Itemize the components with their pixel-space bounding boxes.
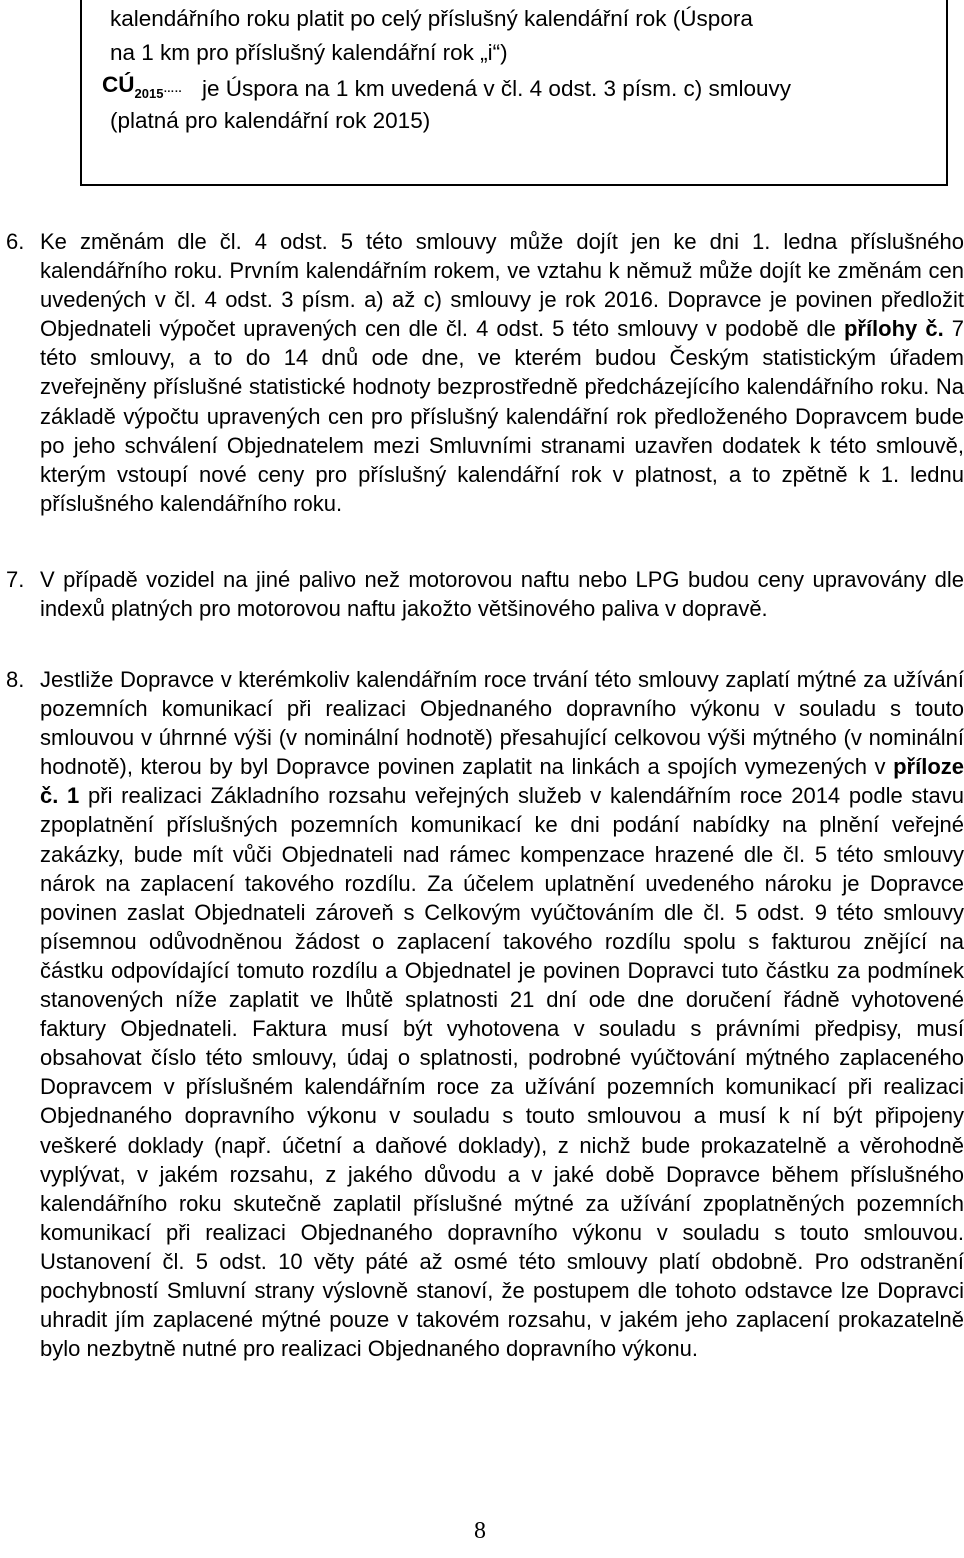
paragraph-number: 7. <box>6 567 25 592</box>
paragraph-number: 6. <box>6 229 25 254</box>
bold-reference: příloze č. 1 <box>40 754 964 809</box>
paragraph-text: V případě vozidel na jiné palivo než motorovou naftu nebo LPG budou ceny upravovány dle indexů platných pro motorovou naftu jakožto většinového paliva v dopravě. <box>40 567 964 622</box>
box-line-1: kalendářního roku platit po celý příslušný kalendářní rok (Úspora <box>110 6 753 31</box>
paragraph-number: 8. <box>6 667 25 692</box>
cu-symbol: $CÚ_{2015}\dots$.. <box>102 72 183 101</box>
cu-subscript: 2015 <box>134 86 164 101</box>
paragraph-text: Jestliže Dopravce v kterémkoliv kalendářním roce trvání této smlouvy zaplatí mýtné za užívání pozemních komunikací při realizaci Objednaného dopravního výkonu v souladu s touto smlouvou v úhrnné výši (v nominální hodnotě) přesahující celkovou výši mýtného (v nominální hodnotě), kterou by byl Dopravce povinen zaplatit na linkách a spojích vymezených v příloze č. 1 při realizaci Základního rozsahu veřejných služeb v kalendářním roce 2014 podle stavu zpoplatnění příslušných pozemních komunikací ke dni podání nabídky na plnění veřejné zakázky, bude mít vůči Objednateli nad rámec kompenzace hrazené dle čl. 5 této smlouvy nárok na zaplacení takového rozdílu. Za účelem uplatnění uvedeného nároku je Dopravce povinen zaslat Objednateli zároveň s Celkovým vyúčtováním dle čl. 5 odst. 9 této smlouvy písemnou odůvodněnou žádost o zaplacení takového rozdílu spolu s fakturou znějící na částku odpovídající tomuto rozdílu a Objednatel je povinen Dopravci tuto částku za podmínek stanovených níže zaplatit ve lhůtě splatnosti 21 dní ode dne doručení řádně vyhotovené faktury Objednateli. Faktura musí být vyhotovena v souladu s právními předpisy, musí obsahovat číslo této smlouvy, údaj o splatnosti, podrobné vyúčtování mýtného zaplaceného Dopravcem v příslušném kalendářním roce za užívání pozemních komunikací při realizaci Objednaného dopravního výkonu v souladu s touto smlouvou a musí k ní být připojeny veškeré doklady (např. účetní a daňové doklady), z nichž bude prokazatelně a věrohodně vyplývat, v jakém rozsahu, z jakého důvodu a v jaké době Dopravce během příslušného kalendářního roku skutečně zaplatil příslušné mýtné za užívání zpoplatněných pozemních komunikací při realizaci Objednaného dopravního výkonu v souladu s touto smlouvou. Ustanovení čl. 5 odst. 10 věty páté až osmé této smlouvy platí obdobně. Pro odstranění pochybností Smluvní strany výslovně stanoví, že postupem dle tohoto odstavce lze Dopravci uhradit jím zaplacené mýtné pouze v takovém rozsahu, v jakém jeho zaplacení prokazatelně bylo nezbytně nutné pro realizaci Objednaného dopravního výkonu. <box>40 667 964 1362</box>
page-number: 8 <box>474 1518 486 1544</box>
box-line-3: je Úspora na 1 km uvedená v čl. 4 odst. 3 písm. c) smlouvy <box>202 76 791 101</box>
cu-dots: ….. <box>163 83 183 95</box>
bold-reference: přílohy č. <box>843 316 944 342</box>
paragraph-text: Ke změnám dle čl. 4 odst. 5 této smlouvy může dojít jen ke dni 1. ledna příslušného kalendářního roku. Prvním kalendářním rokem, ve vztahu k němuž může dojít ke změnám cen uvedených v čl. 4 odst. 3 písm. a) až c) smlouvy je rok 2016. Dopravce je povinen předložit Objednateli výpočet upravených cen dle čl. 4 odst. 5 této smlouvy v podobě dle přílohy č. 7 této smlouvy, a to do 14 dnů ode dne, ve kterém budou Českým statistickým úřadem zveřejněny příslušné statistické hodnoty bezprostředně předcházejícího kalendářního roku. Na základě výpočtu upravených cen pro příslušný kalendářní rok předloženého Dopravcem bude po jeho schválení Objednatelem mezi Smluvními stranami uzavřen dodatek k této smlouvě, kterým vstoupí nové ceny pro příslušný kalendářní rok v platnost, a to zpětně k 1. lednu příslušného kalendářního roku. <box>40 229 964 516</box>
box-line-4: (platná pro kalendářní rok 2015) <box>110 108 431 133</box>
box-line-2: na 1 km pro příslušný kalendářní rok „i“) <box>110 40 508 65</box>
